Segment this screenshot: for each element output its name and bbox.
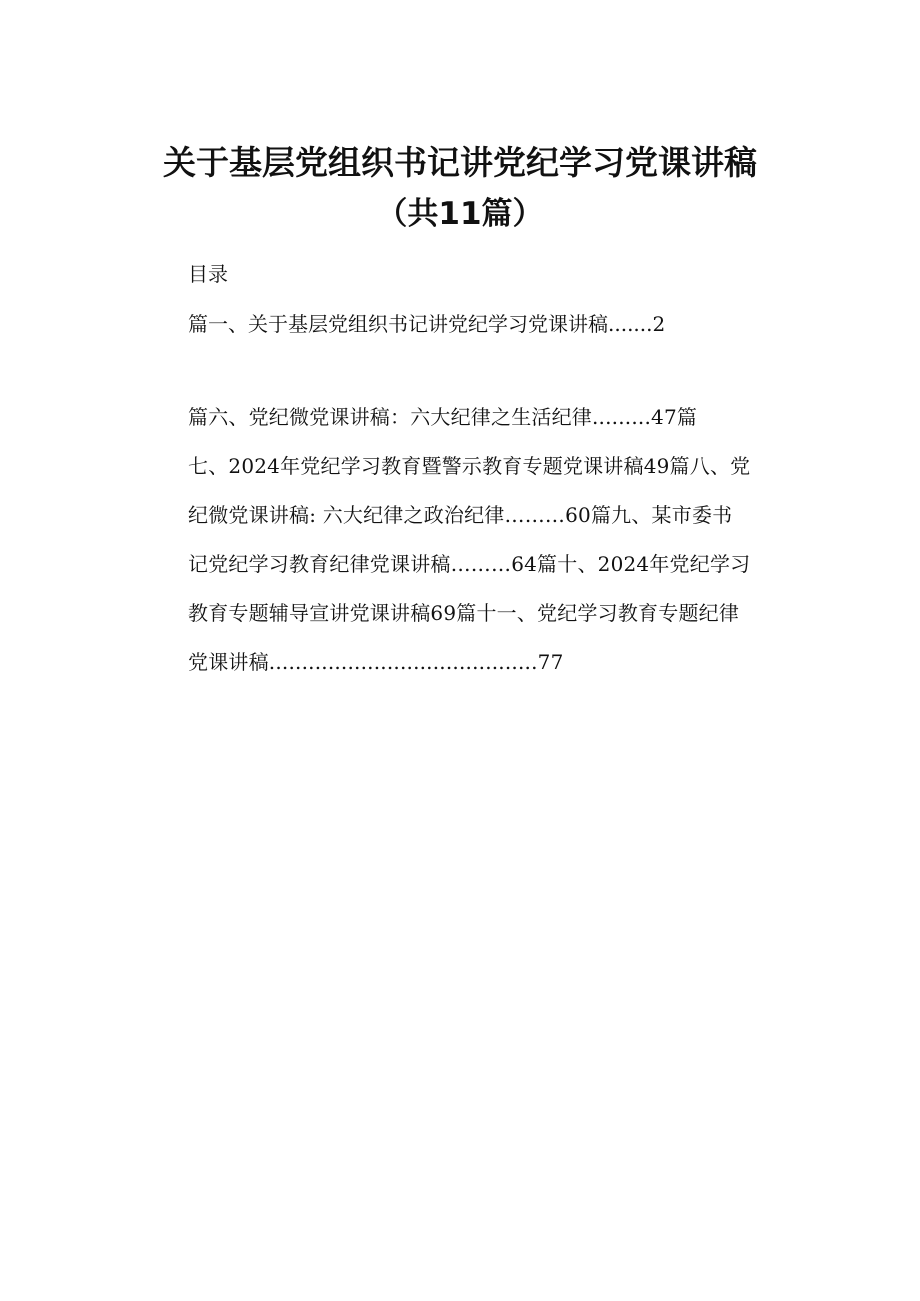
title-line-2: （共11篇） — [376, 196, 544, 232]
toc-line: 党课讲稿.........................................77 — [188, 650, 564, 674]
toc-line: 篇六、党纪微党课讲稿：六大纪律之生活纪律.........47篇 — [188, 405, 698, 429]
toc-heading: 目录 — [188, 262, 228, 286]
title-line-1: 关于基层党组织书记讲党纪学习党课讲稿 — [163, 143, 757, 182]
toc-line: 教育专题辅导宣讲党课讲稿69篇十一、党纪学习教育专题纪律 — [188, 601, 740, 625]
toc-line: 纪微党课讲稿: 六大纪律之政治纪律………60篇九、某市委书 — [188, 503, 733, 527]
toc-entry-1: 篇一、关于基层党组织书记讲党纪学习党课讲稿.......2 — [188, 312, 666, 336]
toc-paragraph — [188, 401, 808, 695]
toc-line: 记党纪学习教育纪律党课讲稿………64篇十、2024年党纪学习 — [188, 552, 751, 576]
toc-line: 七、2024年党纪学习教育暨警示教育专题党课讲稿49篇八、党 — [188, 454, 751, 478]
table-of-contents — [188, 258, 808, 674]
document-title — [0, 140, 920, 236]
